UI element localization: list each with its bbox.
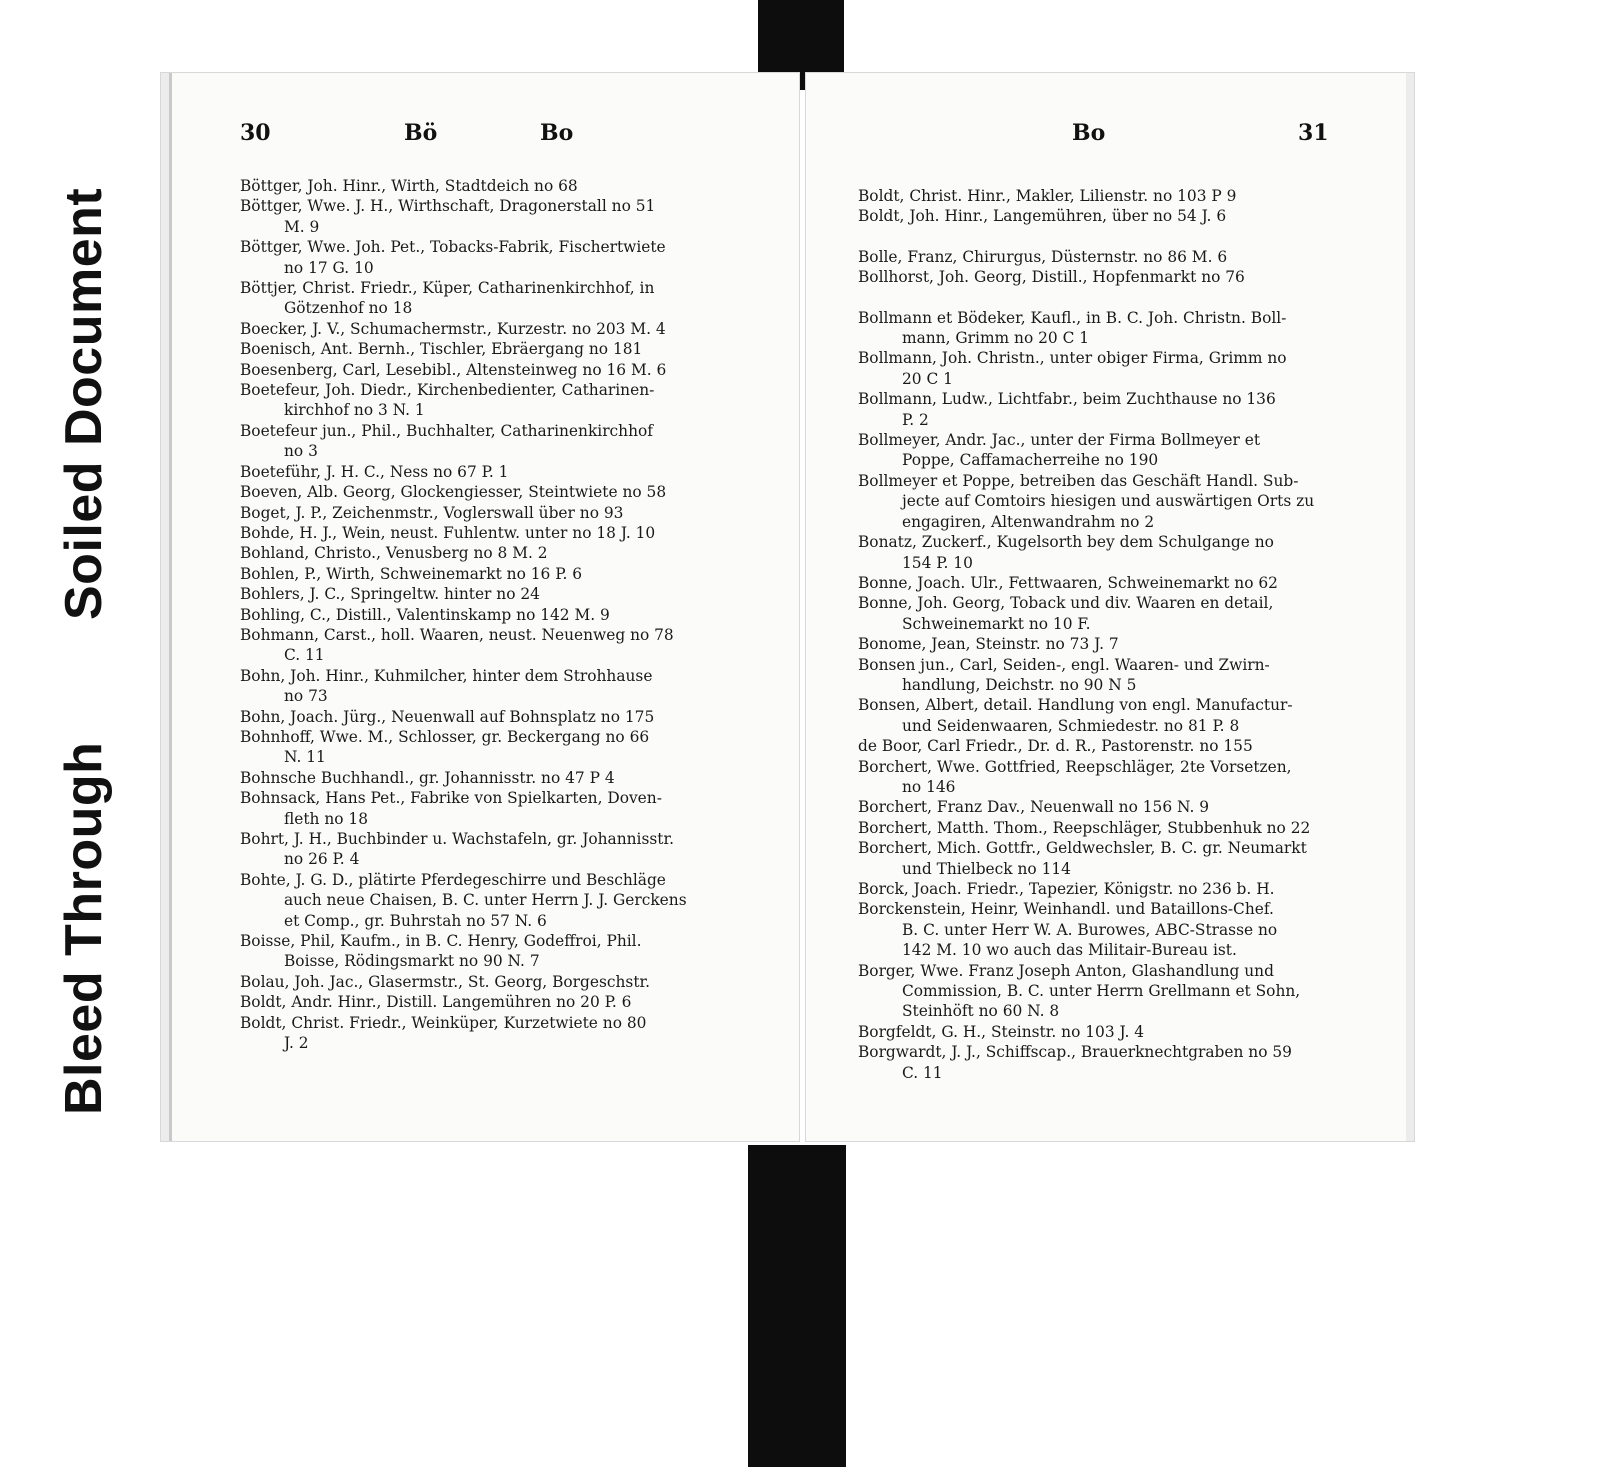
- directory-entry: [858, 471, 1358, 532]
- entry-continuation-line: C. 11: [902, 1063, 943, 1082]
- stamp-line-soiled: Soiled Document: [42, 120, 126, 620]
- right-page-number: 31: [1298, 120, 1329, 146]
- directory-entry: [858, 308, 1358, 349]
- entry-continuation-line: 154 P. 10: [902, 553, 973, 572]
- entry-line: Boisse, Phil, Kaufm., in B. C. Henry, Godeffroi, Phil.: [240, 932, 642, 951]
- entry-line: Boldt, Andr. Hinr., Distill. Langemühren no 20 P. 6: [240, 993, 632, 1012]
- entry-continuation-line: no 146: [902, 777, 956, 796]
- entry-continuation-line: Steinhöft no 60 N. 8: [902, 1002, 1060, 1021]
- entry-line: Boget, J. P., Zeichenmstr., Voglerswall über no 93: [240, 503, 624, 522]
- entry-line: Böttger, Wwe. Joh. Pet., Tobacks-Fabrik, Fischertwiete: [240, 238, 666, 257]
- left-page-number: 30: [240, 120, 271, 146]
- entry-line: Bolle, Franz, Chirurgus, Düsternstr. no 86 M. 6: [858, 247, 1228, 266]
- directory-entry: [240, 523, 755, 543]
- entry-line: Boecker, J. V., Schumachermstr., Kurzestr. no 203 M. 4: [240, 319, 666, 338]
- binding-strip-bottom: [748, 1145, 846, 1467]
- directory-entry: [240, 196, 755, 237]
- entry-continuation-line: Commission, B. C. unter Herrn Grellmann et Sohn,: [902, 982, 1301, 1001]
- left-entry-list: [240, 176, 755, 1053]
- entry-continuation-line: 20 C 1: [902, 369, 953, 388]
- entry-gap: [858, 227, 1358, 247]
- entry-line: Boetefeur, Joh. Diedr., Kirchenbedienter, Catharinen-: [240, 381, 655, 400]
- entry-line: de Boor, Carl Friedr., Dr. d. R., Pastorenstr. no 155: [858, 737, 1253, 756]
- directory-entry: [240, 543, 755, 563]
- directory-entry: [240, 421, 755, 462]
- directory-entry: [858, 797, 1358, 817]
- directory-entry: [240, 768, 755, 788]
- entry-continuation-line: no 3: [284, 442, 318, 461]
- entry-line: Böttger, Wwe. J. H., Wirthschaft, Dragonerstall no 51: [240, 197, 656, 216]
- directory-entry: [240, 319, 755, 339]
- entry-continuation-line: 142 M. 10 wo auch das Militair-Bureau ist.: [902, 941, 1237, 960]
- entry-continuation-line: Götzenhof no 18: [284, 299, 413, 318]
- entry-continuation-line: fleth no 18: [284, 809, 369, 828]
- directory-entry: [858, 389, 1358, 430]
- entry-line: Borgfeldt, G. H., Steinstr. no 103 J. 4: [858, 1022, 1145, 1041]
- entry-line: Boldt, Joh. Hinr., Langemühren, über no 54 J. 6: [858, 207, 1227, 226]
- entry-line: Bonsen jun., Carl, Seiden-, engl. Waaren- und Zwirn-: [858, 655, 1270, 674]
- directory-entry: [858, 899, 1358, 960]
- entry-line: Boldt, Christ. Hinr., Makler, Lilienstr. no 103 P 9: [858, 187, 1237, 205]
- entry-line: Bohn, Joh. Hinr., Kuhmilcher, hinter dem Strohhause: [240, 666, 653, 685]
- directory-entry: [240, 931, 755, 972]
- directory-entry: [858, 186, 1358, 206]
- directory-entry: [858, 736, 1358, 756]
- entry-line: Boldt, Christ. Friedr., Weinküper, Kurzetwiete no 80: [240, 1013, 647, 1032]
- entry-line: Böttger, Joh. Hinr., Wirth, Stadtdeich no 68: [240, 177, 578, 195]
- directory-entry: [240, 584, 755, 604]
- entry-continuation-line: N. 11: [284, 748, 326, 767]
- entry-line: Bonne, Joh. Georg, Toback und div. Waaren en detail,: [858, 594, 1274, 613]
- entry-continuation-line: auch neue Chaisen, B. C. unter Herrn J. J. Gerckens: [284, 891, 687, 910]
- directory-entry: [858, 961, 1358, 1022]
- directory-entry: [240, 1013, 755, 1054]
- entry-continuation-line: kirchhof no 3 N. 1: [284, 401, 425, 420]
- directory-entry: [858, 695, 1358, 736]
- directory-entry: [858, 532, 1358, 573]
- directory-entry: [858, 593, 1358, 634]
- directory-entry: [858, 818, 1358, 838]
- entry-continuation-line: und Seidenwaaren, Schmiedestr. no 81 P. 8: [902, 716, 1240, 735]
- entry-line: Bohlen, P., Wirth, Schweinemarkt no 16 P. 6: [240, 564, 583, 583]
- directory-entry: [240, 462, 755, 482]
- directory-entry: [240, 870, 755, 931]
- directory-entry: [858, 1042, 1358, 1083]
- entry-continuation-line: no 17 G. 10: [284, 258, 374, 277]
- entry-line: Borckenstein, Heinr, Weinhandl. und Bataillons-Chef.: [858, 900, 1274, 919]
- entry-line: Borchert, Wwe. Gottfried, Reepschläger, 2te Vorsetzen,: [858, 757, 1292, 776]
- directory-entry: [240, 380, 755, 421]
- entry-line: Bollhorst, Joh. Georg, Distill., Hopfenmarkt no 76: [858, 268, 1245, 287]
- entry-continuation-line: C. 11: [284, 646, 325, 665]
- directory-entry: [858, 838, 1358, 879]
- entry-line: Borger, Wwe. Franz Joseph Anton, Glashandlung und: [858, 961, 1274, 980]
- entry-continuation-line: M. 9: [284, 217, 320, 236]
- entry-line: Boeven, Alb. Georg, Glockengiesser, Steintwiete no 58: [240, 483, 667, 502]
- entry-line: Bolau, Joh. Jac., Glasermstr., St. Georg, Borgeschstr.: [240, 972, 651, 991]
- entry-line: Bohmann, Carst., holl. Waaren, neust. Neuenweg no 78: [240, 625, 674, 644]
- entry-continuation-line: et Comp., gr. Buhrstah no 57 N. 6: [284, 911, 547, 930]
- entry-line: Boeteführ, J. H. C., Ness no 67 P. 1: [240, 462, 509, 481]
- entry-line: Bollmann, Joh. Christn., unter obiger Firma, Grimm no: [858, 349, 1287, 368]
- entry-line: Bonatz, Zuckerf., Kugelsorth bey dem Schulgange no: [858, 533, 1274, 552]
- directory-entry: [240, 564, 755, 584]
- entry-continuation-line: Schweinemarkt no 10 F.: [902, 614, 1091, 633]
- entry-continuation-line: Poppe, Caffamacherreihe no 190: [902, 451, 1159, 470]
- entry-line: Bollmeyer et Poppe, betreiben das Geschäft Handl. Sub-: [858, 471, 1299, 490]
- entry-line: Bohnsche Buchhandl., gr. Johannisstr. no 47 P 4: [240, 768, 615, 787]
- directory-entry: [240, 503, 755, 523]
- directory-entry: [240, 992, 755, 1012]
- entry-line: Borck, Joach. Friedr., Tapezier, Königstr. no 236 b. H.: [858, 880, 1275, 898]
- stamp-line-bleed: Bleed Through: [42, 645, 126, 1115]
- left-running-head-1: Bö: [404, 120, 438, 146]
- directory-entry: [240, 666, 755, 707]
- entry-line: Bohnsack, Hans Pet., Fabrike von Spielkarten, Doven-: [240, 789, 662, 808]
- entry-line: Boetefeur jun., Phil., Buchhalter, Catharinenkirchhof: [240, 421, 653, 440]
- directory-entry: [240, 625, 755, 666]
- entry-continuation-line: no 26 P. 4: [284, 850, 360, 869]
- entry-line: Bohrt, J. H., Buchbinder u. Wachstafeln, gr. Johannisstr.: [240, 830, 675, 848]
- directory-entry: [240, 176, 755, 196]
- directory-entry: [240, 237, 755, 278]
- directory-entry: [240, 278, 755, 319]
- directory-entry: [240, 788, 755, 829]
- entry-line: Bohland, Christo., Venusberg no 8 M. 2: [240, 544, 548, 563]
- entry-line: Bohling, C., Distill., Valentinskamp no 142 M. 9: [240, 605, 610, 624]
- entry-continuation-line: und Thielbeck no 114: [902, 859, 1071, 878]
- entry-continuation-line: engagiren, Altenwandrahm no 2: [902, 512, 1155, 531]
- entry-line: Bonsen, Albert, detail. Handlung von engl. Manufactur-: [858, 696, 1293, 715]
- entry-continuation-line: J. 2: [284, 1034, 309, 1053]
- directory-entry: [858, 1022, 1358, 1042]
- entry-gap: [858, 288, 1358, 308]
- entry-line: Bohn, Joach. Jürg., Neuenwall auf Bohnsplatz no 175: [240, 707, 655, 726]
- entry-continuation-line: handlung, Deichstr. no 90 N 5: [902, 675, 1137, 694]
- entry-continuation-line: mann, Grimm no 20 C 1: [902, 329, 1090, 348]
- directory-entry: [240, 972, 755, 992]
- directory-entry: [240, 339, 755, 359]
- entry-line: Bohte, J. G. D., plätirte Pferdegeschirre und Beschläge: [240, 870, 666, 889]
- entry-line: Bollmann, Ludw., Lichtfabr., beim Zuchthause no 136: [858, 390, 1276, 409]
- directory-entry: [858, 879, 1358, 899]
- entry-line: Borgwardt, J. J., Schiffscap., Brauerknechtgraben no 59: [858, 1043, 1292, 1062]
- entry-line: Bohlers, J. C., Springeltw. hinter no 24: [240, 585, 540, 604]
- entry-line: Boenisch, Ant. Bernh., Tischler, Ebräergang no 181: [240, 340, 643, 359]
- right-entry-list: [858, 186, 1358, 1083]
- directory-entry: [858, 573, 1358, 593]
- directory-entry: [858, 757, 1358, 798]
- directory-entry: [858, 430, 1358, 471]
- directory-entry: [240, 605, 755, 625]
- entry-continuation-line: P. 2: [902, 410, 929, 429]
- entry-continuation-line: Boisse, Rödingsmarkt no 90 N. 7: [284, 952, 540, 971]
- directory-entry: [240, 707, 755, 727]
- entry-line: Bollmeyer, Andr. Jac., unter der Firma Bollmeyer et: [858, 431, 1261, 450]
- directory-entry: [240, 360, 755, 380]
- entry-line: Bonne, Joach. Ulr., Fettwaaren, Schweinemarkt no 62: [858, 573, 1278, 592]
- entry-line: Bollmann et Bödeker, Kaufl., in B. C. Joh. Christn. Boll-: [858, 308, 1287, 327]
- archive-stamp: [38, 120, 130, 1115]
- directory-entry: [858, 655, 1358, 696]
- entry-line: Borchert, Mich. Gottfr., Geldwechsler, B. C. gr. Neumarkt: [858, 839, 1307, 858]
- entry-line: Bonome, Jean, Steinstr. no 73 J. 7: [858, 635, 1119, 654]
- directory-entry: [240, 482, 755, 502]
- directory-entry: [858, 206, 1358, 226]
- entry-line: Boesenberg, Carl, Lesebibl., Altensteinweg no 16 M. 6: [240, 360, 667, 379]
- entry-line: Borchert, Matth. Thom., Reepschläger, Stubbenhuk no 22: [858, 818, 1311, 837]
- directory-entry: [240, 829, 755, 870]
- entry-continuation-line: jecte auf Comtoirs hiesigen und auswärtigen Orts zu: [902, 492, 1315, 511]
- right-running-head: Bo: [1072, 120, 1106, 146]
- entry-line: Borchert, Franz Dav., Neuenwall no 156 N. 9: [858, 798, 1210, 817]
- directory-entry: [858, 634, 1358, 654]
- left-running-head-2: Bo: [540, 120, 574, 146]
- entry-continuation-line: B. C. unter Herr W. A. Burowes, ABC-Strasse no: [902, 920, 1278, 939]
- directory-entry: [858, 348, 1358, 389]
- entry-line: Böttjer, Christ. Friedr., Küper, Catharinenkirchhof, in: [240, 279, 655, 298]
- entry-continuation-line: no 73: [284, 687, 328, 706]
- entry-line: Bohde, H. J., Wein, neust. Fuhlentw. unter no 18 J. 10: [240, 523, 656, 542]
- entry-line: Bohnhoff, Wwe. M., Schlosser, gr. Beckergang no 66: [240, 727, 650, 746]
- directory-entry: [858, 267, 1358, 287]
- directory-entry: [858, 247, 1358, 267]
- directory-entry: [240, 727, 755, 768]
